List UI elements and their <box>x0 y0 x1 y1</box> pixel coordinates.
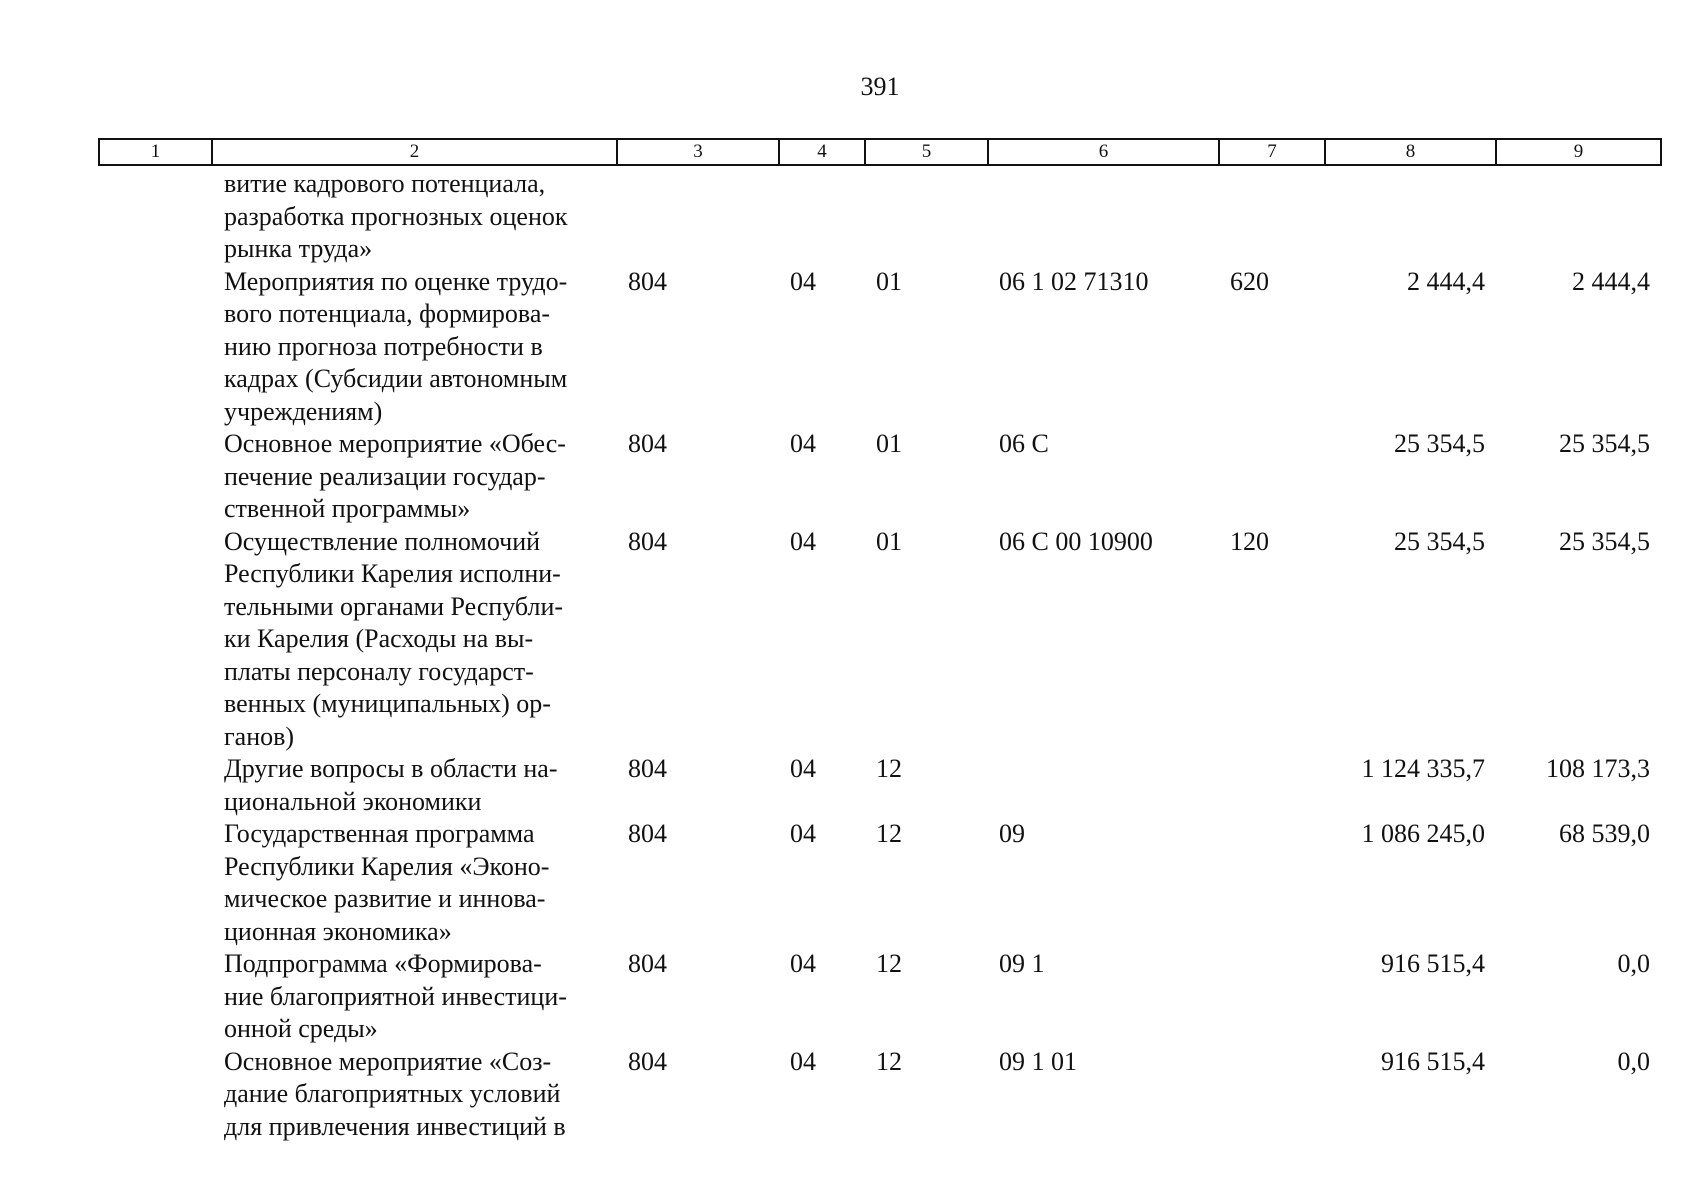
expense-type-cell <box>1219 948 1325 1046</box>
item-name-line: ционная экономика» <box>224 916 452 946</box>
subsection-code-cell: 12 <box>876 754 902 783</box>
item-name-cell <box>212 165 617 266</box>
item-name-cell <box>212 428 617 526</box>
budget-table <box>98 138 1662 1143</box>
expense-type-cell <box>1219 753 1325 818</box>
item-name-line: для привлечения инвестиций в <box>224 1111 566 1141</box>
table-body <box>99 165 1661 1143</box>
subsection-code-cell: 01 <box>876 526 902 556</box>
expense-type-cell <box>1219 428 1325 526</box>
expense-type-cell <box>1219 165 1325 266</box>
number-cell <box>99 948 212 1046</box>
item-name-cell <box>212 526 617 754</box>
grbs-code-cell <box>617 165 779 266</box>
column-number-4: 4 <box>779 139 865 165</box>
column-number-3: 3 <box>617 139 779 165</box>
amount-cell-col9: 25 354,5 <box>1559 526 1650 556</box>
grbs-code-cell: 804 <box>628 266 667 296</box>
item-name-line: Республики Карелия исполни- <box>224 559 561 588</box>
amount-cell-col8: 916 515,4 <box>1381 1046 1485 1076</box>
item-name-line: ганов) <box>224 721 295 751</box>
number-cell <box>99 428 212 526</box>
target-article-cell <box>988 753 1219 818</box>
item-name-line: учреждениям) <box>224 396 383 426</box>
column-number-5: 5 <box>865 139 988 165</box>
column-number-2: 2 <box>212 139 617 165</box>
number-cell <box>99 165 212 266</box>
target-article-cell <box>988 165 1219 266</box>
item-name-line: Основное мероприятие «Обес- <box>224 429 566 458</box>
amount-cell-col8: 1 086 245,0 <box>1361 819 1485 848</box>
section-code-cell: 04 <box>790 1046 816 1076</box>
item-name-line: Осуществление полномочий <box>224 526 541 556</box>
grbs-code-cell: 804 <box>628 819 667 848</box>
amount-cell-col9 <box>1496 165 1661 266</box>
table-header <box>99 139 1661 165</box>
item-name-line: онной среды» <box>224 1014 378 1043</box>
section-code-cell: 04 <box>790 819 816 848</box>
table-row <box>99 266 1661 429</box>
subsection-code-cell: 12 <box>876 949 902 978</box>
target-article-cell: 06 1 02 71310 <box>999 266 1149 296</box>
target-article-cell: 06 С <box>999 429 1049 458</box>
item-name-cell <box>212 948 617 1046</box>
amount-cell-col9: 0,0 <box>1617 1046 1650 1076</box>
item-name-cell <box>212 818 617 948</box>
number-cell <box>99 266 212 429</box>
table-row <box>99 165 1661 266</box>
item-name-line: Другие вопросы в области на- <box>224 754 558 783</box>
subsection-code-cell: 01 <box>876 266 902 296</box>
expense-type-cell: 120 <box>1230 526 1269 556</box>
item-name-line: ние благоприятной инвестици- <box>224 981 567 1011</box>
column-number-1: 1 <box>99 139 212 165</box>
section-code-cell: 04 <box>790 949 816 978</box>
section-code-cell: 04 <box>790 526 816 556</box>
item-name-line: кадрах (Субсидии автономным <box>224 364 568 393</box>
number-cell <box>99 526 212 754</box>
grbs-code-cell: 804 <box>628 526 667 556</box>
column-number-9: 9 <box>1496 139 1661 165</box>
amount-cell-col8 <box>1325 165 1496 266</box>
item-name-line: печение реализации государ- <box>224 461 546 491</box>
amount-cell-col8: 25 354,5 <box>1394 429 1485 458</box>
column-number-8: 8 <box>1325 139 1496 165</box>
page-number: 391 <box>860 72 900 101</box>
amount-cell-col9: 68 539,0 <box>1559 819 1650 848</box>
item-name-cell <box>212 266 617 429</box>
target-article-cell: 06 С 00 10900 <box>999 526 1153 556</box>
section-code-cell: 04 <box>790 754 816 783</box>
table-row <box>99 526 1661 754</box>
amount-cell-col9: 2 444,4 <box>1572 266 1650 296</box>
item-name-line: Подпрограмма «Формирова- <box>224 949 542 978</box>
grbs-code-cell: 804 <box>628 754 667 783</box>
item-name-line: Республики Карелия «Эконо- <box>224 851 550 881</box>
amount-cell-col8: 1 124 335,7 <box>1361 754 1485 783</box>
amount-cell-col8: 916 515,4 <box>1381 949 1485 978</box>
amount-cell-col9: 0,0 <box>1617 949 1650 978</box>
expense-type-cell <box>1219 818 1325 948</box>
item-name-line: нию прогноза потребности в <box>224 331 543 361</box>
subsection-code-cell: 12 <box>876 1046 902 1076</box>
item-name-line: венных (муниципальных) ор- <box>224 689 551 718</box>
amount-cell-col9: 108 173,3 <box>1546 754 1650 783</box>
table-row <box>99 1046 1661 1144</box>
amount-cell-col9: 25 354,5 <box>1559 429 1650 458</box>
item-name-line: мическое развитие и иннова- <box>224 884 546 913</box>
column-number-7: 7 <box>1219 139 1325 165</box>
table-row <box>99 948 1661 1046</box>
table-row <box>99 818 1661 948</box>
item-name-line: ки Карелия (Расходы на вы- <box>224 624 534 653</box>
number-cell <box>99 818 212 948</box>
target-article-cell: 09 <box>999 819 1025 848</box>
table-row <box>99 753 1661 818</box>
item-name-line: Мероприятия по оценке трудо- <box>224 266 568 296</box>
column-number-row <box>99 139 1661 165</box>
expense-type-cell <box>1219 1046 1325 1144</box>
column-number-6: 6 <box>988 139 1219 165</box>
grbs-code-cell: 804 <box>628 1046 667 1076</box>
item-name-cell <box>212 1046 617 1144</box>
section-code-cell <box>779 165 865 266</box>
item-name-line: платы персоналу государст- <box>224 656 534 686</box>
item-name-line: циональной экономики <box>224 786 482 816</box>
table-row <box>99 428 1661 526</box>
item-name-cell <box>212 753 617 818</box>
item-name-line: ственной программы» <box>224 494 471 523</box>
subsection-code-cell <box>865 165 988 266</box>
expense-type-cell: 620 <box>1230 266 1269 296</box>
subsection-code-cell: 12 <box>876 819 902 848</box>
amount-cell-col8: 2 444,4 <box>1407 266 1485 296</box>
number-cell <box>99 753 212 818</box>
item-name-line: Государственная программа <box>224 819 535 848</box>
target-article-cell: 09 1 <box>999 949 1045 978</box>
item-name-line: разработка прогнозных оценок <box>224 201 568 231</box>
item-name-line: рынка труда» <box>224 234 373 263</box>
section-code-cell: 04 <box>790 429 816 458</box>
item-name-line: вого потенциала, формирова- <box>224 299 551 328</box>
section-code-cell: 04 <box>790 266 816 296</box>
item-name-line: витие кадрового потенциала, <box>224 169 546 198</box>
amount-cell-col8: 25 354,5 <box>1394 526 1485 556</box>
item-name-line: Основное мероприятие «Соз- <box>224 1046 552 1076</box>
grbs-code-cell: 804 <box>628 429 667 458</box>
item-name-line: тельными органами Республи- <box>224 591 564 621</box>
target-article-cell: 09 1 01 <box>999 1046 1077 1076</box>
item-name-line: дание благоприятных условий <box>224 1079 561 1108</box>
subsection-code-cell: 01 <box>876 429 902 458</box>
number-cell <box>99 1046 212 1144</box>
grbs-code-cell: 804 <box>628 949 667 978</box>
